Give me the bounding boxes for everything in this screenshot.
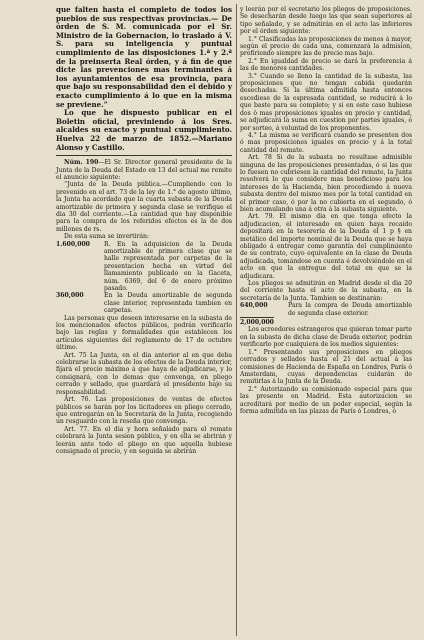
proposals-paragraph: y leerán por el secretario los pliegos de proposiciones. Se desecharán desde luego las que sean superiores al tipo señalado, y se admitirán en el acto las inferiores por el órden siguiente:: [240, 6, 412, 36]
article-77: Art. 77. En el dia y hora señalado para el remate celebrará la Junta sesion pública, y en ella se abrirán y leerán ante todo el pliego en que aquella hubiese consignado el precio, y en seguida se abrirán: [56, 425, 232, 455]
column-divider: [236, 4, 237, 636]
announcement-intro-text: —El Sr. Director general presidente de la Junta de la Deuda del Estado en 13 del actual me remite el anuncio siguiente:: [56, 159, 232, 181]
sum-note: De esta suma se invertirán:: [64, 233, 150, 241]
rule-1: 1.° Clasificadas las proposiciones de menos á mayor, según el precio de cada una, comenzará la admision, prefiriendo siempre las de precio mas bajo.: [240, 35, 412, 58]
section-divider: [56, 155, 232, 156]
amount-1-text: R. En la adquisicion de la Deuda amortizable de primera clase que se halle representada por carpetas de la presentacion hecha en virtud del llamamiento publicado en la Gaceta, núm. 6369, del 6 de enero próximo pasado.: [104, 240, 232, 292]
amount-1: 1.600,000: [56, 240, 90, 248]
total-amount: 2,000,000: [240, 319, 274, 327]
article-76: Art. 76. Las proposiciones de ventas de efectos públicos se harán por los licitadores en pliego cerrado, que entregarán en la Secretaría de la Junta, recogiendo un resguardo con la reseña que convenga.: [56, 396, 232, 426]
rule-3: 3.° Cuando se lleno la cantidad de la subasta, las proposiciones que no tengan cabida quedarán desechadas. Si la última admitida hasta entonces escediese de la espresada cantidad, se reducirá á lo que baste para su completo; y si en este caso hubiese dos ó mas proposiciones iguales en precio y cantidad, se adjudicará la suma en cuestion por partes iguales, ó por sorteo, á voluntad de los proponentes.: [240, 72, 412, 132]
amount-3-text: Para la compra de Deuda amortizable de segunda clase exterior.: [288, 302, 412, 317]
right-column: [240, 6, 412, 415]
announcement-number: Núm. 190: [64, 159, 99, 167]
submission-paragraph: Los pliegos se admitirán en Madrid desde el dia 20 del corriente hasta el acto de la subasta, en la secretaría de la Junta. Tambien se destinarán:: [240, 280, 412, 302]
amount-row-1: [56, 241, 232, 293]
decree-block: [56, 6, 232, 152]
article-78: Art. 78 Si de la subasta no resultase admisible ninguna de las proposiciones presentadas, ó si las que lo fuesen no cubriesen la cantidad del remate, la Junta resolverá lo que considere mas beneficioso para los intereses de la Hacienda, bien procediendo á nueva subasta dentro del mismo mes por la total cantidad en el primer caso, ó por la no cubierta en el segundo, ó bien acumulando una á otra á la subasta siguiente.: [240, 154, 412, 213]
rule-4: 4.° La misma se verificará cuando se presenten dos ó mas proposiciones iguales en precio y á la total cantidad del remate.: [240, 131, 412, 154]
amount-row-2: [56, 292, 232, 314]
left-column: [56, 6, 232, 455]
amount-2-text: En la Deuda amortizable de segunda clase interior, representada tambien en carpetas.: [104, 292, 232, 315]
method-1: 1.° Presentando sus proposiciones en pliegos cerrados y sellados hasta el 21 del actual á las comisiones de Hacienda de España en Londres, París ó Amsterdam, cuyas dependencias cuidarán de remitirlas á la Junta de la Deuda.: [240, 348, 412, 386]
foreign-creditors: Los acreedores estrangeros que quieran tomar parte en la subasta de dicha clase de Deuda exterior, podrán verificarlo por cualquiera de los medios siguientes:: [240, 326, 412, 349]
publish-note: Lo que he dispuesto publicar en el Boletin oficial, previniendo á los Sres. alcaldes su exacto y puntual cumplimiento. Huelva 22 de marzo de 1852.—Mariano Alonso y Castillo.: [56, 108, 232, 152]
method-2: 2.° Autorizando su comisionado especial para que las presente en Madrid. Esta autorizacion se acreditará por medio de un poder especial, según la forma admitida en las plazas de París ó Londres, ó: [240, 385, 412, 415]
persons-paragraph: Las personas que deseen interesarse en la subasta de los mencionados efectos públicos, podrán verificarlo bajo las reglas y formalidades que establecen los artículos siguientes del reglamento de 17 de octubre último.: [56, 314, 232, 352]
amount-3: 640,000: [240, 302, 268, 310]
junta-paragraph: “Junta de la Deuda pública.—Cumpliendo con lo prevenido en el art. 73 de la ley de 1.° de agosto último, la Junta ha acordado que la cuarta subasta de la Deuda amortizable de primera y segunda clase se verifique el dia 30 del corriente.—La cantidad que hay disponible para la compra de los referidos efectos es la de dos millones de rs.: [56, 181, 232, 233]
decree-text: que falten hasta el completo de todos los pueblos de sus respectivas provincias.— De órden de S. M. comunicada por el Sr. Ministro de la Gobernacion, lo traslado á V. S. para su inteligencia y puntual cumplimiento de las disposiciones 1.ª y 2.ª de la preinserta Real órden, y á fin de que dicte las prevenciones mas terminantes á los ayuntamientos de esa provincia, para que bajo su responsabilidad den el debido y exacto cumplimiento á lo que en la misma se previene.”: [56, 5, 232, 109]
rule-2: 2.° En igualdad de precio se dará la preferencia á las de menores cantidades.: [240, 57, 412, 73]
amount-2: 360,000: [56, 292, 84, 300]
amount-row-3: [240, 302, 412, 317]
announcement-intro: [56, 159, 232, 181]
article-79: Art. 79. El mismo dia en que tenga efecto la adjudicacion, el interesado en quien haya recaido depositará en la tesorería de la Deuda el 1 p § en metálico del importe nominal de la Deuda que se haya obligado á entregar como garantía del cumplimiento de su contrato, cuyo equivalente en la clase de Deuda adjudicada, tomándose en cuenta é devolviéndole en el acto en que la entregue del total en que se la adjudicara.: [240, 213, 412, 280]
total-row: [240, 317, 412, 326]
article-75: Art. 75 La Junta, en el dia anterior al en que deba celebrarse la subasta de los efectos de la Deuda interior, fijará el precio máximo á que haya de adjudicarse, y lo consignará, con lo demas que convenga, en pliego cerrado y sellado, que guardará el presidente bajo su responsabilidad.: [56, 351, 232, 396]
